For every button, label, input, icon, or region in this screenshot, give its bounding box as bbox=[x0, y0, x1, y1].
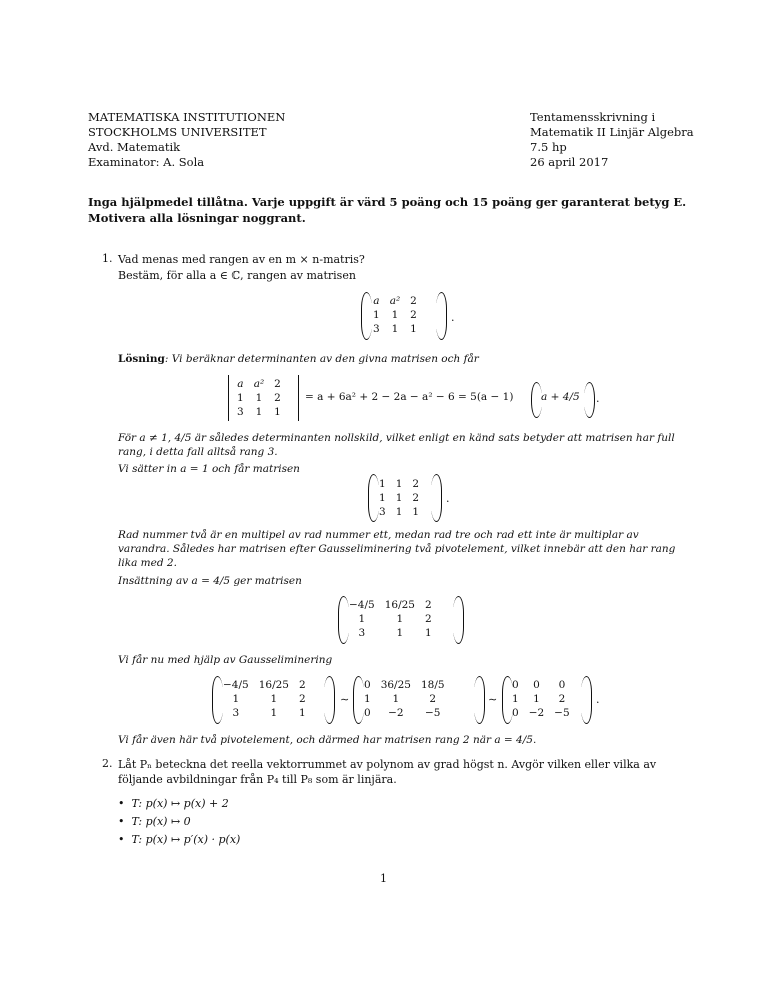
matrix-cell: 18/5 bbox=[420, 679, 445, 691]
matrix-cell: 1 bbox=[395, 478, 403, 490]
matrix-cell: −5 bbox=[554, 707, 570, 719]
right-paren bbox=[431, 474, 442, 522]
matrix bbox=[507, 678, 575, 720]
det-bar-right bbox=[298, 375, 299, 421]
matrix-cell: 1 bbox=[392, 693, 400, 705]
header-right bbox=[530, 110, 694, 170]
matrix-cell: 1 bbox=[274, 406, 281, 418]
matrix-cell: 3 bbox=[232, 707, 240, 719]
solution-text: Insättning av a = 4/5 ger matrisen bbox=[118, 575, 302, 587]
solution-text: Vi får nu med hjälp av Gausseliminering bbox=[118, 654, 333, 666]
matrix-cell: a² bbox=[389, 295, 401, 307]
matrix-cell: 1 bbox=[396, 613, 404, 625]
matrix-cell: 1 bbox=[255, 392, 263, 404]
tilde: ∼ bbox=[488, 693, 498, 706]
right-paren bbox=[436, 292, 447, 340]
header-left-line: Avd. Matematik bbox=[88, 140, 181, 154]
tilde: ∼ bbox=[340, 693, 350, 706]
list-item-text: T: p(x) ↦ p′(x) · p(x) bbox=[131, 833, 241, 846]
right-paren bbox=[453, 596, 464, 644]
solution-text: Vi får även här två pivotelement, och därmed har matrisen rang 2 när a = 4/5. bbox=[118, 734, 537, 746]
matrix-cell: 1 bbox=[379, 492, 386, 504]
matrix bbox=[368, 294, 422, 336]
question-text: Låt Pₙ beteckna det reella vektorrummet av polynom av grad högst n. Avgör vilken eller vilka av bbox=[118, 758, 657, 771]
matrix-cell: −4/5 bbox=[349, 599, 375, 611]
header-right-line: Matematik II Linjär Algebra bbox=[530, 125, 694, 139]
page-number: 1 bbox=[380, 872, 387, 885]
right-paren bbox=[324, 676, 335, 724]
determinant-expansion: = a + 6a² + 2 − 2a − a² − 6 = 5(a − 1) bbox=[305, 391, 514, 403]
matrix-cell: 1 bbox=[396, 627, 404, 639]
header-right-line: 26 april 2017 bbox=[530, 155, 609, 169]
matrix-cell: 1 bbox=[270, 693, 278, 705]
matrix-cell: 1 bbox=[391, 323, 399, 335]
matrix-cell: 2 bbox=[424, 613, 432, 625]
matrix-cell: 2 bbox=[558, 693, 566, 705]
header-left-line: Examinator: A. Sola bbox=[88, 155, 205, 169]
matrix-cell: 1 bbox=[391, 309, 399, 321]
matrix-cell: 0 bbox=[558, 679, 566, 691]
matrix-cell: 2 bbox=[429, 693, 437, 705]
header-right-line: Tentamensskrivning i bbox=[530, 110, 656, 124]
matrix-cell: 1 bbox=[270, 707, 278, 719]
matrix-cell: 3 bbox=[237, 406, 244, 418]
question-text: följande avbildningar från P₄ till P₈ som är linjära. bbox=[118, 773, 397, 786]
matrix-cell: 3 bbox=[379, 506, 386, 518]
matrix-cell: 0 bbox=[512, 707, 519, 719]
period: . bbox=[451, 311, 455, 324]
matrix-cell: a² bbox=[253, 378, 265, 390]
matrix-cell: −2 bbox=[528, 707, 545, 719]
factor: a + 4/5 bbox=[541, 391, 580, 403]
right-paren bbox=[581, 676, 592, 724]
matrix-cell: 1 bbox=[255, 406, 263, 418]
solution-label: Lösning bbox=[118, 353, 165, 365]
matrix-cell: 2 bbox=[424, 599, 432, 611]
matrix-cell: 2 bbox=[298, 679, 306, 691]
matrix-cell: 2 bbox=[410, 295, 417, 307]
matrix-cell: 0 bbox=[533, 679, 540, 691]
list-item-text: T: p(x) ↦ 0 bbox=[131, 815, 191, 828]
matrix-cell: 0 bbox=[364, 679, 371, 691]
matrix-cell: 1 bbox=[364, 693, 371, 705]
matrix-cell: 16/25 bbox=[258, 679, 289, 691]
matrix bbox=[359, 678, 450, 720]
question-number: 2. bbox=[102, 757, 113, 770]
header-left-line: STOCKHOLMS UNIVERSITET bbox=[88, 125, 267, 139]
solution-text: Rad nummer två är en multipel av rad nummer ett, medan rad tre och rad ett inte är multiplar av varandra. Således har matrisen efter Gausseliminering två pivotelement, vilket innebär att den har rang lika med 2. bbox=[118, 529, 676, 569]
solution-text: Vi sätter in a = 1 och får matrisen bbox=[118, 463, 300, 475]
period: . bbox=[596, 693, 600, 706]
list-item: • T: p(x) ↦ 0 bbox=[118, 815, 191, 828]
matrix-cell: 2 bbox=[412, 492, 420, 504]
matrix-cell: 1 bbox=[533, 693, 540, 705]
matrix-cell: 1 bbox=[410, 323, 417, 335]
matrix-cell: 1 bbox=[379, 478, 386, 490]
matrix-cell: −5 bbox=[425, 707, 441, 719]
header-left bbox=[88, 110, 285, 170]
matrix-cell: 1 bbox=[424, 627, 432, 639]
list-item-text: T: p(x) ↦ p(x) + 2 bbox=[131, 797, 229, 810]
matrix-cell: 1 bbox=[298, 707, 306, 719]
matrix-cell: 2 bbox=[274, 378, 281, 390]
instructions: Inga hjälpmedel tillåtna. Varje uppgift är värd 5 poäng och 15 poäng ger garanterat betyg E. Motivera alla lösningar noggrant. bbox=[88, 195, 687, 225]
question-number: 1. bbox=[102, 252, 113, 265]
matrix-cell: 2 bbox=[298, 693, 306, 705]
matrix bbox=[374, 477, 424, 519]
header-left-line: MATEMATISKA INSTITUTIONEN bbox=[88, 110, 286, 124]
matrix-cell: 1 bbox=[395, 492, 403, 504]
right-paren bbox=[474, 676, 485, 724]
matrix-cell: 1 bbox=[412, 506, 420, 518]
solution-intro bbox=[118, 352, 690, 366]
matrix-cell: 1 bbox=[395, 506, 403, 518]
solution-text: : Vi beräknar determinanten av den givna matrisen och får bbox=[164, 353, 479, 365]
period: . bbox=[446, 492, 450, 505]
right-paren bbox=[584, 382, 595, 418]
solution-text: För a ≠ 1, 4/5 är således determinanten nollskild, vilket enligt en känd sats betyder att matrisen har full rang, i detta fall alltså rang 3. bbox=[118, 432, 675, 458]
matrix-cell: a bbox=[237, 378, 244, 390]
matrix bbox=[344, 598, 437, 640]
matrix-cell: 1 bbox=[373, 309, 380, 321]
matrix-cell: 2 bbox=[412, 478, 420, 490]
question-text: Vad menas med rangen av en m × n-matris? bbox=[118, 253, 365, 266]
determinant bbox=[232, 377, 286, 419]
matrix-cell: −2 bbox=[388, 707, 404, 719]
matrix-cell: 0 bbox=[364, 707, 371, 719]
matrix-cell: 1 bbox=[512, 693, 519, 705]
det-bar-left bbox=[228, 375, 229, 421]
list-item: • T: p(x) ↦ p′(x) · p(x) bbox=[118, 833, 241, 846]
list-item: • T: p(x) ↦ p(x) + 2 bbox=[118, 797, 229, 810]
matrix-cell: 0 bbox=[512, 679, 519, 691]
question-text: Bestäm, för alla a ∈ ℂ, rangen av matrisen bbox=[118, 269, 356, 282]
matrix-cell: 3 bbox=[373, 323, 380, 335]
matrix-cell: 36/25 bbox=[380, 679, 411, 691]
matrix bbox=[218, 678, 311, 720]
matrix-cell: 2 bbox=[274, 392, 281, 404]
matrix-cell: 2 bbox=[410, 309, 417, 321]
matrix-cell: −4/5 bbox=[223, 679, 249, 691]
matrix-cell: 16/25 bbox=[384, 599, 415, 611]
matrix-cell: 1 bbox=[232, 693, 240, 705]
matrix-cell: 3 bbox=[358, 627, 366, 639]
matrix-cell: 1 bbox=[237, 392, 244, 404]
period: . bbox=[596, 392, 600, 405]
matrix-cell: a bbox=[373, 295, 380, 307]
header-right-line: 7.5 hp bbox=[530, 140, 567, 154]
matrix-cell: 1 bbox=[358, 613, 366, 625]
